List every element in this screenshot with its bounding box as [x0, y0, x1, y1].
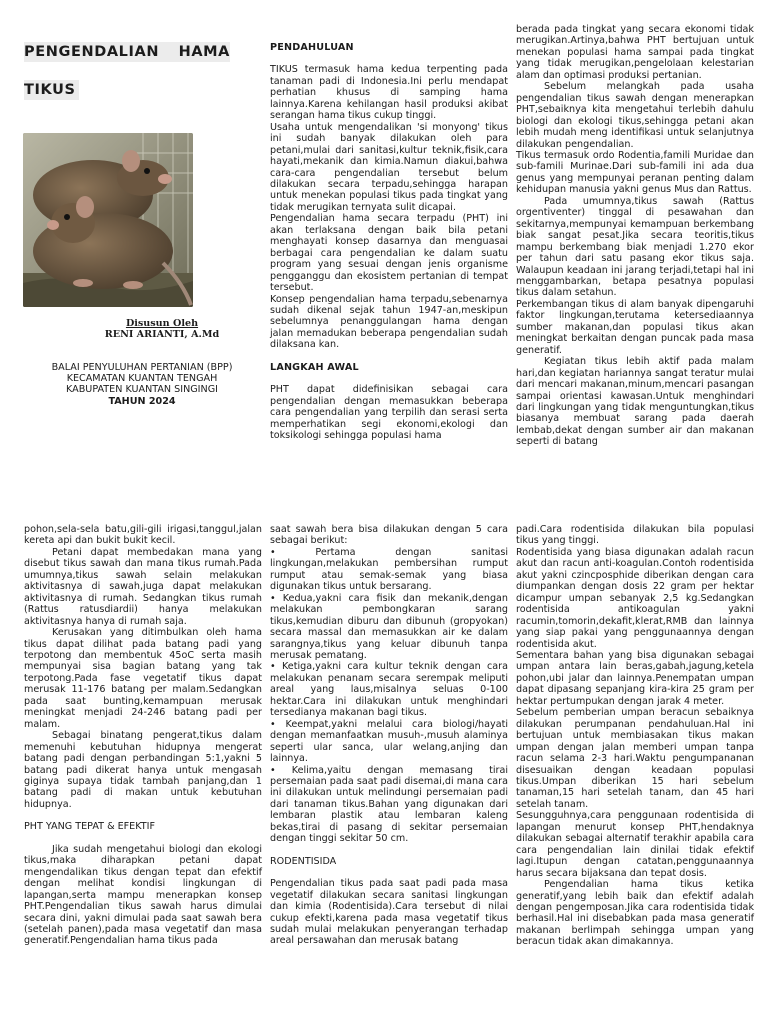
paragraph: Petani dapat membedakan mana yang disebut tikus sawah dan mana tikus rumah.Pada umumnya,tikus sawah selain melakukan aktivitasnya di sawah,juga dapat melakukan aktivitasnya di rumah. Sedangkan tikus rumah (Rattus ratusdiardii) hanya melakukan aktivitasnya hanya di rumah saja. [24, 546, 262, 627]
title-word-hama: HAMA [178, 44, 230, 60]
paragraph: Perkembangan tikus di alam banyak dipengaruhi faktor lingkungan,terutama ketersediaannya sumber makanan,dan populasi tikus akan meningkat berkaitan dengan puncak pada masa generatif. [516, 298, 754, 356]
paragraph: Pengendalian hama secara terpadu (PHT) ini akan terlaksana dengan baik bila petani menghayati konsep dasarnya dan menguasai berbagai cara pengendalian ke dalam suatu program yang sesuai dengan jenis organisme pengganggu dan ekosistem pertanian di tempat tersebut. [270, 213, 508, 294]
section-heading: PENDAHULUAN [270, 42, 354, 53]
column-cara-pengendalian [270, 524, 508, 947]
paragraph: Rodentisida yang biasa digunakan adalah racun akut dan racun anti-koagulan.Contoh rodentisida akut yakni czincposphide diberikan dengan cara diumpankan dengan dosis 22 gram per hektar dicampur umpan sebanyak 2,5 kg.Sedangkan rodentisida antikoagulan yakni racumin,tomorin,dekafit,klerat,RMB dan lainnya yang siap pakai yang penggunaannya dengan rodentisida akut. [516, 546, 754, 650]
paragraph: PHT dapat didefinisikan sebagai cara pengendalian dengan memasukkan beberapa cara pengendalian yang terpilih dan serasi serta memperhatikan segi ekonomi,ekologi dan toksikologi sehingga populasi hama [270, 384, 508, 442]
paragraph: Sesungguhnya,cara penggunaan rodentisida di lapangan menurut konsep PHT,hendaknya dilakukan sebagai alternatif terakhir apabila cara cara pengendalian lain dinilai tidak efektif lagi.Itupun dengan catatan,penggunaannya harus secara bijaksana dan tepat dosis. [516, 810, 754, 879]
paragraph: TIKUS termasuk hama kedua terpenting pada tanaman padi di Indonesia.Ini perlu mendapat perhatian khusus di samping hama lainnya.Karena kehilangan hasil produksi akibat serangan hama tikus cukup tinggi. [270, 64, 508, 122]
paragraph: saat sawah bera bisa dilakukan dengan 5 cara sebagai berikut: [270, 524, 508, 547]
title-word-tikus: TIKUS [24, 80, 79, 100]
author-label: Disusun Oleh [125, 318, 199, 329]
paragraph: padi.Cara rodentisida dilakukan bila populasi tikus yang tinggi. [516, 524, 754, 547]
author-name: RENI ARIANTI, A.Md [104, 329, 220, 340]
paragraph: berada pada tingkat yang secara ekonomi tidak merugikan.Artinya,bahwa PHT bertujuan untuk menekan populasi hama sampai pada tingkat yang tidak merugikan,pengelolaan kelestarian alam dan optimasi produksi pertanian. [516, 24, 754, 81]
bullet-item: • Keempat,yakni melalui cara biologi/hayati dengan memanfaatkan musuh-,musuh alaminya seperti ular sanca, ular welang,anjing dan lainnya. [270, 718, 508, 765]
bullet-item: • Ketiga,yakni cara kultur teknik dengan cara melakukan penanam secara serempak meliputi areal yang laus,misalnya seluas 0-100 hektar.Cara ini dilakukan untuk menghindari tersedianya makanan bagi tikus. [270, 661, 508, 719]
paragraph: Sebagai binatang pengerat,tikus dalam memenuhi kebutuhan hidupnya mengerat batang padi dengan perbandingan 5:1,yakni 5 batang padi dikerat hanya untuk mengasah giginya supaya tidak tambah panjang,dan 1 batang padi di makan untuk kebutuhan hidupnya. [24, 730, 262, 810]
paragraph: Sementara bahan yang bisa digunakan sebagai umpan antara lain beras,gabah,jagung,ketela pohon,ubi jalar dan lainnya.Penempatan umpan dapat dipasang sepanjang kira-kira 25 gram per hektar pertumpukan dengan jarak 4 meter. [516, 649, 754, 707]
column-pht [24, 524, 262, 947]
cover-title [24, 42, 230, 100]
paragraph: Pada umumnya,tikus sawah (Rattus orgentiventer) tinggal di pesawahan dan sekitarnya,mempunyai kemampuan berkembang biak sangat pesat.Jika secara teoritis,tikus mampu berkembang biak menjadi 1.270 ekor per tahun dari satu pasang ekor tikus saja. Walaupun keadaan ini jarang terjadi,tetapi hal ini menggambarkan, betapa pesatnya populasi tikus dalam setahun. [516, 195, 754, 299]
author-block [24, 318, 260, 340]
column-pendahuluan [270, 42, 508, 442]
institution-line: BALAI PENYULUHAN PERTANIAN (BPP) [51, 362, 233, 373]
column-rodentisida [516, 524, 754, 948]
column-biologi [516, 24, 754, 448]
rat-photo [23, 133, 193, 307]
paragraph: Kerusakan yang ditimbulkan oleh hama tikus dapat dilihat pada batang padi yang terpotong dan membentuk 45oC serta masih mempunyai sisa bagian batang yang tak terpotong.Pada fase vegetatif tikus dapat merusak 11-176 batang per malam.Sedangkan pada saat bunting,kemampuan merusak meningkat menjadi 24-246 batang padi per malam. [24, 627, 262, 730]
bullet-item: • Pertama dengan sanitasi lingkungan,melakukan pembersihan rumput rumput atau semak-semak yang biasa digunakan tikus untuk bersarang. [270, 546, 508, 593]
bullet-item: • Kedua,yakni cara fisik dan mekanik,dengan melakukan pembongkaran sarang tikus,kemudian diburu dan dibunuh (gropyokan) secara massal dan memasukkan air ke dalam sarangnya,tikus yang keluar dibunuh tanpa merusak pematang. [270, 592, 508, 661]
rat-photo-icon [23, 133, 193, 307]
institution-line: KECAMATAN KUANTAN TENGAH [66, 373, 218, 385]
paragraph: Kegiatan tikus lebih aktif pada malam hari,dan kegiatan hariannya sangat teratur mulai dari mencari makanan,minum,mencari pasangan sampai orientasi kawasan.Untuk menghindari dari lingkungan yang tidak menguntungkan,tikus biasanya membuat sarang pada daerah lembab,dekat dengan sumber air dan makanan seperti di batang [516, 356, 754, 448]
paragraph: Usaha untuk mengendalikan 'si monyong' tikus ini sudah banyak dilakukan oleh para petani,mulai dari sanitasi,kultur teknik,fisik,cara hayati,mekanik dan kimia.Namun diakui,bahwa cara-cara pengendalian tersebut belum dilakukan secara terpadu,sehingga harapan untuk menekan populasi tikus pada tingkat yang tidak merugikan ternyata sulit dicapai. [270, 121, 508, 213]
section-heading: PHT YANG TEPAT & EFEKTIF [24, 821, 155, 833]
institution-line: KABUPATEN KUANTAN SINGINGI [66, 384, 218, 396]
bullet-item: • Kelima,yaitu dengan memasang tirai persemaian pada saat padi disemai,di mana cara ini dilakukan untuk melindungi persemaian padi dari tanaman tikus.Bahan yang digunakan dari lembaran plastik atau lembaran kaleng bekas,tirai di pasang di sekitar persemaian dengan tinggi sekitar 50 cm. [270, 764, 508, 845]
title-word-pengendalian: PENGENDALIAN [24, 44, 160, 60]
paragraph: pohon,sela-sela batu,gili-gili irigasi,tanggul,jalan kereta api dan bukit bukit kecil. [24, 524, 262, 547]
paragraph: Pengendalian hama tikus ketika generatif,yang lebih baik dan efektif adalah dengan pengemposan.Jika cara rodentisida tidak berhasil.Hal ini disebabkan pada masa generatif makanan berlimpah sehingga umpan yang beracun tidak akan dimakannya. [516, 879, 754, 948]
paragraph: Pengendalian tikus pada saat padi pada masa vegetatif dilakukan secara sanitasi lingkungan dan kimia (Rodentisida).Cara tersebut di nilai cukup efekti,karena pada masa vegetatif tikus sudah mulai melakukan penyerangan terhadap areal persawahan dan merusak batang [270, 878, 508, 947]
paragraph: Sebelum melangkah pada usaha pengendalian tikus sawah dengan menerapkan PHT,sebaiknya kita mengetahui terlebih dahulu biologi dan ekologi tikus,sehingga petani akan lebih mudah meng identifikasi untuk selanjutnya dilakukan pengendalian. [516, 81, 754, 150]
year-label: TAHUN 2024 [108, 395, 176, 407]
paragraph: Tikus termasuk ordo Rodentia,famili Muridae dan sub-famili Murinae.Dari sub-famili ini ada dua genus yang mempunyai peranan penting dalam kehidupan manusia yakni genus Mus dan Rattus. [516, 149, 754, 196]
section-heading: LANGKAH AWAL [270, 361, 359, 373]
paragraph: Jika sudah mengetahui biologi dan ekologi tikus,maka diharapkan petani dapat mengendalikan tikus dengan tepat dan efektif dengan melihat kondisi lingkungan di lapangan,serta mampu menerapkan konsep PHT.Pengendalian tikus sawah harus dimulai secara dini, yakni dimulai pada saat sawah bera (setelah panen),pada masa vegetatif dan masa generatif.Pengendalian hama tikus pada [24, 843, 262, 947]
paragraph: Sebelum pemberian umpan beracun sebaiknya dilakukan perumpanan pendahuluan.Hal ini bertujuan untuk membiasakan tikus makan umpan dengan jalan memberi umpan tanpa racun selama 2-3 hari.Waktu pengumpananan disesuaikan dengan keadaan populasi tikus.Umpan diberikan 15 hari sebelum tanaman,15 hari setelah tanam, dan 45 hari setelah tanam. [516, 707, 754, 810]
section-heading: RODENTISIDA [270, 855, 337, 867]
institution-block [24, 362, 260, 407]
paragraph: Konsep pengendalian hama terpadu,sebenarnya sudah dikenal sejak tahun 1947-an,meskipun sebelumnya penanggulangan hama dengan jalan memadukan beberapa pengendalian sudah dilaksana kan. [270, 293, 508, 351]
